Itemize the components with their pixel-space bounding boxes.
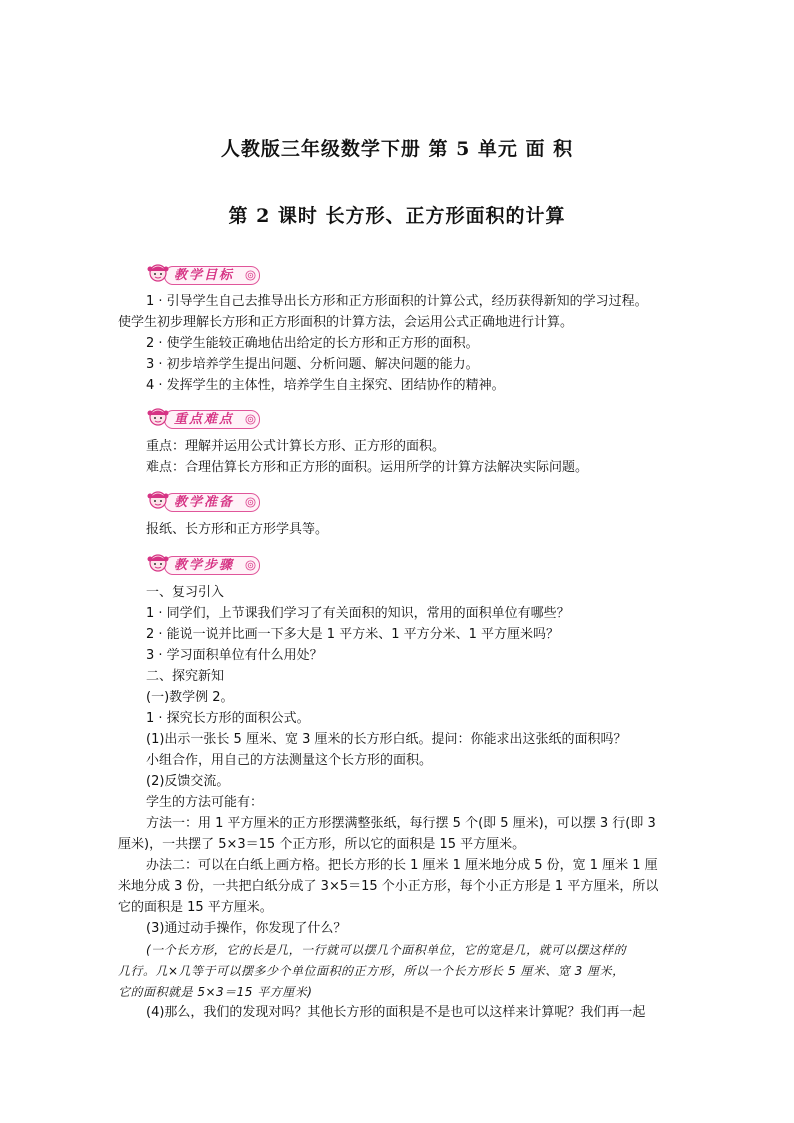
target-icon <box>245 497 256 508</box>
step-note-line-1: (一个长方形，它的长是几，一行就可以摆几个面积单位，它的宽是几，就可以摆这样的 <box>146 943 627 957</box>
step-note-line-3: 它的面积就是 5×3＝15 平方厘米) <box>118 985 313 999</box>
cartoon-girl-icon <box>146 552 172 576</box>
goal-line-2: 使学生初步理解长方形和正方形面积的计算方法，会运用公式正确地进行计算。 <box>118 315 574 330</box>
section-badge-goals <box>146 262 260 286</box>
step-line-11: 学生的方法可能有： <box>146 795 264 810</box>
step-line-16: 它的面积是 15 平方厘米。 <box>118 900 273 915</box>
step-line-7: 1 · 探究长方形的面积公式。 <box>146 711 310 726</box>
step-line-13: 厘米)，一共摆了 5×3＝15 个正方形，所以它的面积是 15 平方厘米。 <box>118 837 526 852</box>
step-line-14: 办法二：可以在白纸上画方格。把长方形的长 1 厘米 1 厘米地分成 5 份，宽 1 厘米 1 厘 <box>146 858 658 873</box>
badge-label: 教学步骤 <box>174 558 235 573</box>
cartoon-girl-icon <box>146 406 172 430</box>
goal-line-3: 2 · 使学生能较正确地估出给定的长方形和正方形的面积。 <box>146 336 479 351</box>
badge-label: 重点难点 <box>174 412 235 427</box>
prep-line: 报纸、长方形和正方形学具等。 <box>146 522 329 537</box>
step-note-line-2: 几行。几×几等于可以摆多少个单位面积的正方形，所以一个长方形长 5 厘米、宽 3 厘米， <box>118 964 625 978</box>
difficulty-line: 难点：合理估算长方形和正方形的面积。运用所学的计算方法解决实际问题。 <box>146 460 589 475</box>
section-badge-prep <box>146 489 260 513</box>
page-title: 人教版三年级数学下册 第 5 单元 面 积 <box>220 138 574 160</box>
badge-pill <box>164 556 260 575</box>
step-line-21: (4)那么，我们的发现对吗？其他长方形的面积是不是也可以这样来计算呢？我们再一起 <box>146 1005 646 1020</box>
step-line-1: 一、复习引入 <box>146 585 225 600</box>
cartoon-girl-icon <box>146 262 172 286</box>
badge-pill <box>164 410 260 429</box>
goal-line-1: 1 · 引导学生自己去推导出长方形和正方形面积的计算公式，经历获得新知的学习过程。 <box>146 294 648 309</box>
target-icon <box>245 560 256 571</box>
badge-pill <box>164 493 260 512</box>
target-icon <box>245 270 256 281</box>
goal-line-5: 4 · 发挥学生的主体性，培养学生自主探究、团结协作的精神。 <box>146 378 505 393</box>
step-line-9: 小组合作，用自己的方法测量这个长方形的面积。 <box>146 753 433 768</box>
badge-label: 教学目标 <box>174 268 235 283</box>
step-line-12: 方法一：用 1 平方厘米的正方形摆满整张纸，每行摆 5 个(即 5 厘米)，可以摆 3 行(即 3 <box>146 816 656 831</box>
step-line-17: (3)通过动手操作，你发现了什么？ <box>146 921 347 936</box>
step-line-15: 米地分成 3 份，一共把白纸分成了 3×5＝15 个小正方形，每个小正方形是 1 平方厘米，所以 <box>118 879 659 894</box>
cartoon-girl-icon <box>146 489 172 513</box>
step-line-4: 3 · 学习面积单位有什么用处？ <box>146 648 323 663</box>
key-point-line: 重点：理解并运用公式计算长方形、正方形的面积。 <box>146 439 446 454</box>
lesson-subtitle: 第 2 课时 长方形、正方形面积的计算 <box>228 205 566 227</box>
step-line-10: (2)反馈交流。 <box>146 774 230 789</box>
step-line-5: 二、探究新知 <box>146 669 225 684</box>
badge-pill <box>164 266 260 285</box>
step-line-8: (1)出示一张长 5 厘米、宽 3 厘米的长方形白纸。提问：你能求出这张纸的面积吗？ <box>146 732 627 747</box>
goal-line-4: 3 · 初步培养学生提出问题、分析问题、解决问题的能力。 <box>146 357 479 372</box>
step-line-2: 1 · 同学们，上节课我们学习了有关面积的知识，常用的面积单位有哪些？ <box>146 606 570 621</box>
badge-label: 教学准备 <box>174 495 235 510</box>
target-icon <box>245 414 256 425</box>
section-badge-steps <box>146 552 260 576</box>
section-badge-key-points <box>146 406 260 430</box>
step-line-3: 2 · 能说一说并比画一下多大是 1 平方米、1 平方分米、1 平方厘米吗？ <box>146 627 560 642</box>
step-line-6: (一)教学例 2。 <box>146 690 234 705</box>
